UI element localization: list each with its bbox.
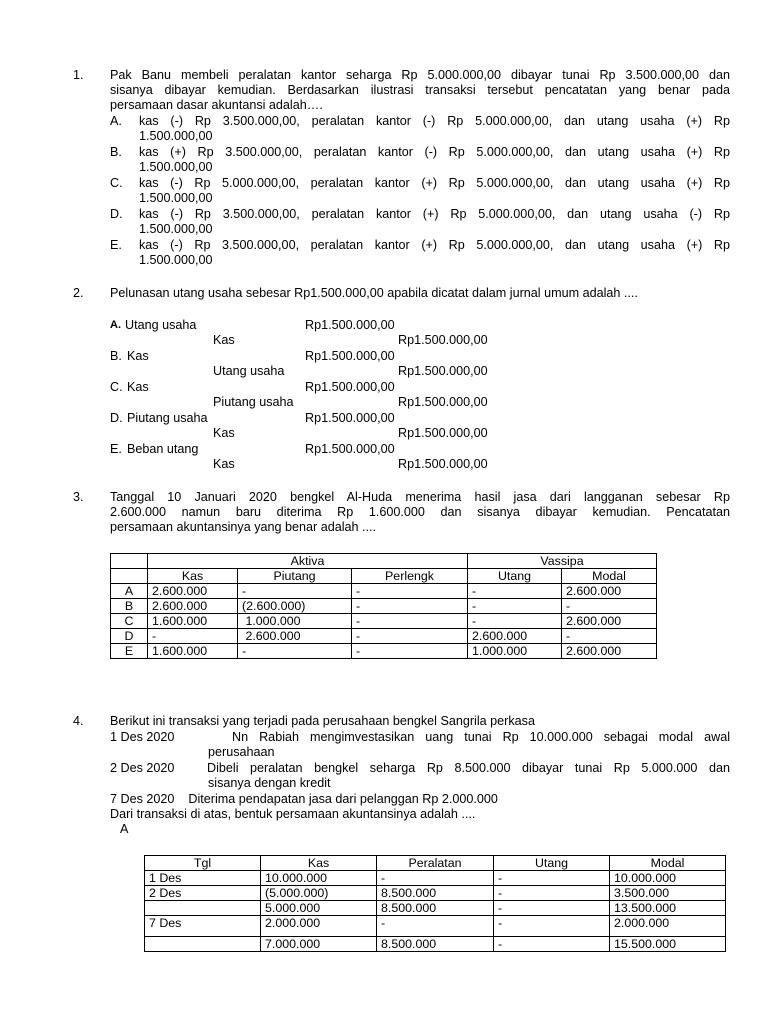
- journal-credit-account: Utang usaha: [213, 364, 285, 378]
- table-cell: 7 Des: [145, 916, 261, 937]
- table-cell: -: [377, 916, 494, 937]
- table-cell: 2.600.000: [562, 644, 657, 659]
- journal-debit-account: Utang usaha: [125, 318, 197, 332]
- table-row: [145, 886, 726, 901]
- option-text: kas (-) Rp 3.500.000,00, peralatan kantor (+) Rp 5.000.000,00, dan utang usaha (-) Rp: [139, 207, 730, 221]
- option-text: kas (-) Rp 3.500.000,00, peralatan kantor (-) Rp 5.000.000,00, dan utang usaha (+) Rp: [139, 114, 730, 128]
- table-cell: 1.600.000: [148, 644, 238, 659]
- table-cell: E: [111, 644, 148, 659]
- table-row: [111, 599, 657, 614]
- journal-debit-amount: Rp1.500.000,00: [305, 349, 395, 363]
- table-cell: C: [111, 614, 148, 629]
- table-cell: -: [468, 614, 562, 629]
- table-cell: 2.600.000: [148, 584, 238, 599]
- journal-credit-amount: Rp1.500.000,00: [398, 426, 488, 440]
- table-header-cell: Kas: [148, 569, 238, 584]
- table-cell: 8.500.000: [377, 937, 494, 952]
- table-cell: 1 Des: [145, 871, 261, 886]
- table-row: [111, 614, 657, 629]
- table-group-header: Vassipa: [468, 554, 657, 569]
- table-cell: -: [352, 599, 468, 614]
- table-header-cell: Kas: [261, 856, 377, 871]
- journal-debit-account: Kas: [127, 380, 149, 394]
- option-letter: B.: [110, 145, 122, 159]
- table-cell: 1.000.000: [238, 614, 352, 629]
- table-cell: -: [352, 644, 468, 659]
- journal-credit-amount: Rp1.500.000,00: [398, 457, 488, 471]
- table-cell: D: [111, 629, 148, 644]
- question-stem-line: 2.600.000 namun baru diterima Rp 1.600.000 dan sisanya dibayar kemudian. Pencatatan: [110, 505, 730, 519]
- table-cell: -: [468, 599, 562, 614]
- journal-debit-amount: Rp1.500.000,00: [305, 411, 395, 425]
- option-text: kas (-) Rp 5.000.000,00, peralatan kantor (+) Rp 5.000.000,00, dan utang usaha (+) Rp: [139, 176, 730, 190]
- option-text: 1.500.000,00: [139, 191, 213, 205]
- journal-debit-amount: Rp1.500.000,00: [305, 442, 395, 456]
- table-cell: 1.000.000: [468, 644, 562, 659]
- journal-debit-amount: Rp1.500.000,00: [305, 318, 395, 332]
- table-cell: 2 Des: [145, 886, 261, 901]
- journal-debit-account: Kas: [127, 349, 149, 363]
- question-intro: Berikut ini transaksi yang terjadi pada perusahaan bengkel Sangrila perkasa: [110, 714, 535, 728]
- table-cell: 1.600.000: [148, 614, 238, 629]
- option-text: 1.500.000,00: [139, 222, 213, 236]
- table-cell: -: [148, 629, 238, 644]
- question-stem-line: persamaan dasar akuntansi adalah….: [110, 98, 323, 112]
- question-stem-line: Pak Banu membeli peralatan kantor seharga Rp 5.000.000,00 dibayar tunai Rp 3.500.000,00 dan: [110, 68, 730, 82]
- table-header-row: [111, 569, 657, 584]
- table-cell: 8.500.000: [377, 901, 494, 916]
- table-header-cell: Piutang: [238, 569, 352, 584]
- table-header-cell: Utang: [468, 569, 562, 584]
- option-letter: A.: [110, 319, 121, 331]
- option-letter: D.: [110, 411, 123, 425]
- transaction-line: 7 Des 2020 Diterima pendapatan jasa dari pelanggan Rp 2.000.000: [110, 792, 498, 806]
- table-cell: -: [352, 629, 468, 644]
- table-row: [145, 916, 726, 937]
- accounting-equation-table: [110, 553, 657, 659]
- journal-debit-amount: Rp1.500.000,00: [305, 380, 395, 394]
- table-cell: -: [494, 937, 610, 952]
- option-letter: E.: [110, 238, 122, 252]
- table-cell: -: [352, 614, 468, 629]
- table-cell: -: [494, 871, 610, 886]
- table-cell: 2.600.000: [148, 599, 238, 614]
- table-cell: (2.600.000): [238, 599, 352, 614]
- table-cell: -: [494, 916, 610, 937]
- question-number: 2.: [73, 286, 84, 300]
- table-cell: -: [562, 629, 657, 644]
- table-header-cell: Tgl: [145, 856, 261, 871]
- table-cell: -: [377, 871, 494, 886]
- table-cell: -: [562, 599, 657, 614]
- table-cell: [145, 901, 261, 916]
- question-prompt: Dari transaksi di atas, bentuk persamaan akuntansinya adalah ....: [110, 807, 476, 821]
- option-letter: C.: [110, 176, 123, 190]
- table-row: [145, 901, 726, 916]
- table-row: [111, 629, 657, 644]
- table-cell: A: [111, 584, 148, 599]
- journal-credit-amount: Rp1.500.000,00: [398, 395, 488, 409]
- table-cell: 15.500.000: [610, 937, 726, 952]
- journal-debit-account: Beban utang: [127, 442, 199, 456]
- table-header-row: [111, 554, 657, 569]
- journal-credit-amount: Rp1.500.000,00: [398, 364, 488, 378]
- table-header-cell: Modal: [610, 856, 726, 871]
- table-cell: 3.500.000: [610, 886, 726, 901]
- question-number: 4.: [73, 714, 84, 728]
- table-cell: 7.000.000: [261, 937, 377, 952]
- question-number: 1.: [73, 68, 84, 82]
- option-letter: C.: [110, 380, 123, 394]
- journal-credit-account: Piutang usaha: [213, 395, 294, 409]
- journal-credit-account: Kas: [213, 457, 235, 471]
- table-cell: -: [238, 584, 352, 599]
- option-letter: A.: [110, 114, 122, 128]
- table-cell: -: [352, 584, 468, 599]
- journal-credit-amount: Rp1.500.000,00: [398, 333, 488, 347]
- table-row: [145, 871, 726, 886]
- journal-debit-account: Piutang usaha: [127, 411, 208, 425]
- table-cell: (5.000.000): [261, 886, 377, 901]
- table-cell: 2.600.000: [562, 614, 657, 629]
- table-header-cell: [111, 554, 148, 569]
- table-row: [111, 644, 657, 659]
- option-text: 1.500.000,00: [139, 253, 213, 267]
- table-header-cell: Modal: [562, 569, 657, 584]
- table-cell: -: [494, 901, 610, 916]
- option-text: 1.500.000,00: [139, 129, 213, 143]
- table-cell: 5.000.000: [261, 901, 377, 916]
- table-cell: B: [111, 599, 148, 614]
- transaction-date: 1 Des 2020: [110, 730, 175, 744]
- transaction-date: 2 Des 2020: [110, 761, 175, 775]
- journal-credit-account: Kas: [213, 426, 235, 440]
- table-cell: 10.000.000: [261, 871, 377, 886]
- option-text: kas (-) Rp 3.500.000,00, peralatan kantor (+) Rp 5.000.000,00, dan utang usaha (+) Rp: [139, 238, 730, 252]
- journal-credit-account: Kas: [213, 333, 235, 347]
- table-header-cell: [111, 569, 148, 584]
- question-stem-line: persamaan akuntansinya yang benar adalah ....: [110, 520, 377, 534]
- table-cell: 8.500.000: [377, 886, 494, 901]
- table-header-row: [145, 856, 726, 871]
- option-letter: E.: [110, 442, 122, 456]
- table-cell: 10.000.000: [610, 871, 726, 886]
- option-text: kas (+) Rp 3.500.000,00, peralatan kantor (-) Rp 5.000.000,00, dan utang usaha (+) Rp: [139, 145, 730, 159]
- question-stem-line: sisanya dibayar kemudian. Berdasarkan ilustrasi transaksi tersebut pencatatan yang benar pada: [110, 83, 730, 97]
- transaction-text: Nn Rabiah mengimvestasikan uang tunai Rp 10.000.000 sebagai modal awal: [232, 730, 730, 744]
- table-cell: 2.600.000: [238, 629, 352, 644]
- table-cell: 2.000.000: [261, 916, 377, 937]
- table-cell: 2.000.000: [610, 916, 726, 937]
- table-cell: 13.500.000: [610, 901, 726, 916]
- table-cell: [145, 937, 261, 952]
- question-number: 3.: [73, 490, 84, 504]
- transaction-text: Dibeli peralatan bengkel seharga Rp 8.500.000 dibayar tunai Rp 5.000.000 dan: [207, 761, 730, 775]
- table-header-cell: Peralatan: [377, 856, 494, 871]
- table-cell: -: [468, 584, 562, 599]
- transaction-text: sisanya dengan kredit: [208, 776, 331, 790]
- table-row: [145, 937, 726, 952]
- table-row: [111, 584, 657, 599]
- table-group-header: Aktiva: [148, 554, 468, 569]
- table-cell: -: [238, 644, 352, 659]
- transaction-text: perusahaan: [208, 745, 275, 759]
- question-stem-line: Tanggal 10 Januari 2020 bengkel Al-Huda menerima hasil jasa dari langganan sebesar Rp: [110, 490, 730, 504]
- table-header-cell: Perlengk: [352, 569, 468, 584]
- option-letter: B.: [110, 349, 122, 363]
- option-text: 1.500.000,00: [139, 160, 213, 174]
- table-header-cell: Utang: [494, 856, 610, 871]
- option-letter: A: [120, 822, 129, 836]
- table-cell: -: [494, 886, 610, 901]
- transaction-equation-table: [144, 855, 726, 952]
- option-letter: D.: [110, 207, 123, 221]
- table-cell: 2.600.000: [468, 629, 562, 644]
- table-cell: 2.600.000: [562, 584, 657, 599]
- question-stem: Pelunasan utang usaha sebesar Rp1.500.000,00 apabila dicatat dalam jurnal umum adalah ....: [110, 286, 638, 300]
